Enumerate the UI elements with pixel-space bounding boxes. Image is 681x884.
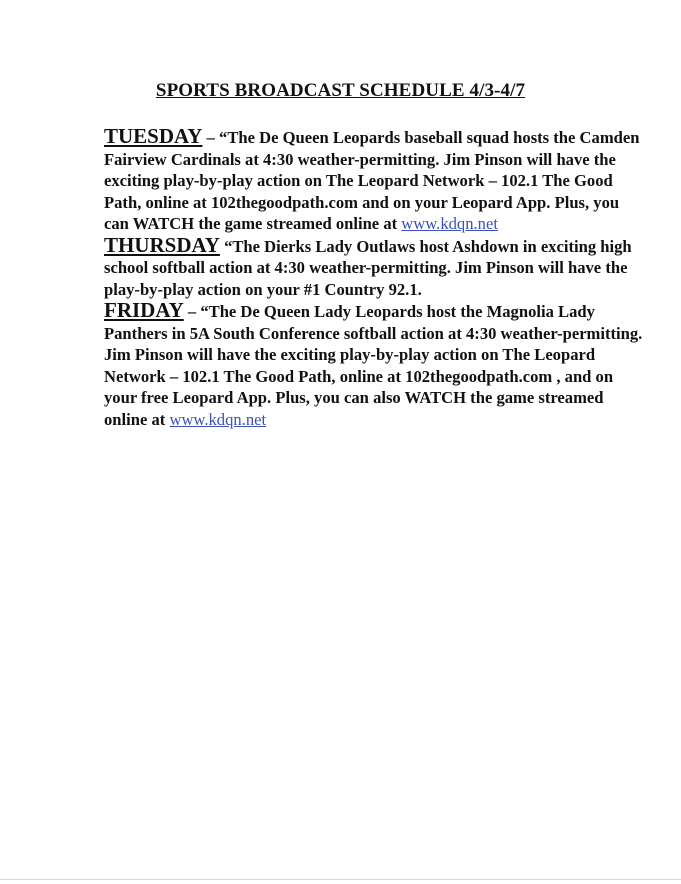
day-heading-tuesday: TUESDAY xyxy=(104,124,203,148)
entry-text-friday: – “The De Queen Lady Leopards host the Magnolia Lady Panthers in 5A South Conference softball action at 4:30 weather-permitting. Jim Pinson will have the exciting play-by-play action on The Leopard Network – 102.1 The Good Path, online at 102thegoodpath.com , and on your free Leopard App. Plus, you can also WATCH the game streamed online at xyxy=(104,302,643,429)
entry-text-thursday: “The Dierks Lady Outlaws host Ashdown in exciting high school softball action at 4:30 weather-permitting. Jim Pinson will have the play-by-play action on your #1 Country 92.1. xyxy=(104,236,632,299)
schedule-entry-friday xyxy=(104,300,644,430)
website-link-friday[interactable]: www.kdqn.net xyxy=(169,409,267,429)
schedule-body xyxy=(104,126,644,430)
schedule-entry-tuesday xyxy=(104,126,644,235)
page-title: SPORTS BROADCAST SCHEDULE 4/3-4/7 xyxy=(155,80,526,101)
entry-text-tuesday: – “The De Queen Leopards baseball squad hosts the Camden Fairview Cardinals at 4:30 weather-permitting. Jim Pinson will have the exciting play-by-play action on The Leopard Network – 102.1 The Good Path, online at 102thegoodpath.com and on your Leopard App. Plus, you can WATCH the game streamed online at xyxy=(104,128,640,233)
page-edge-divider xyxy=(0,879,681,880)
website-link-tuesday[interactable]: www.kdqn.net xyxy=(401,214,498,233)
schedule-entry-thursday xyxy=(104,232,644,301)
day-heading-thursday: THURSDAY xyxy=(104,232,220,257)
day-heading-friday: FRIDAY xyxy=(104,298,184,322)
